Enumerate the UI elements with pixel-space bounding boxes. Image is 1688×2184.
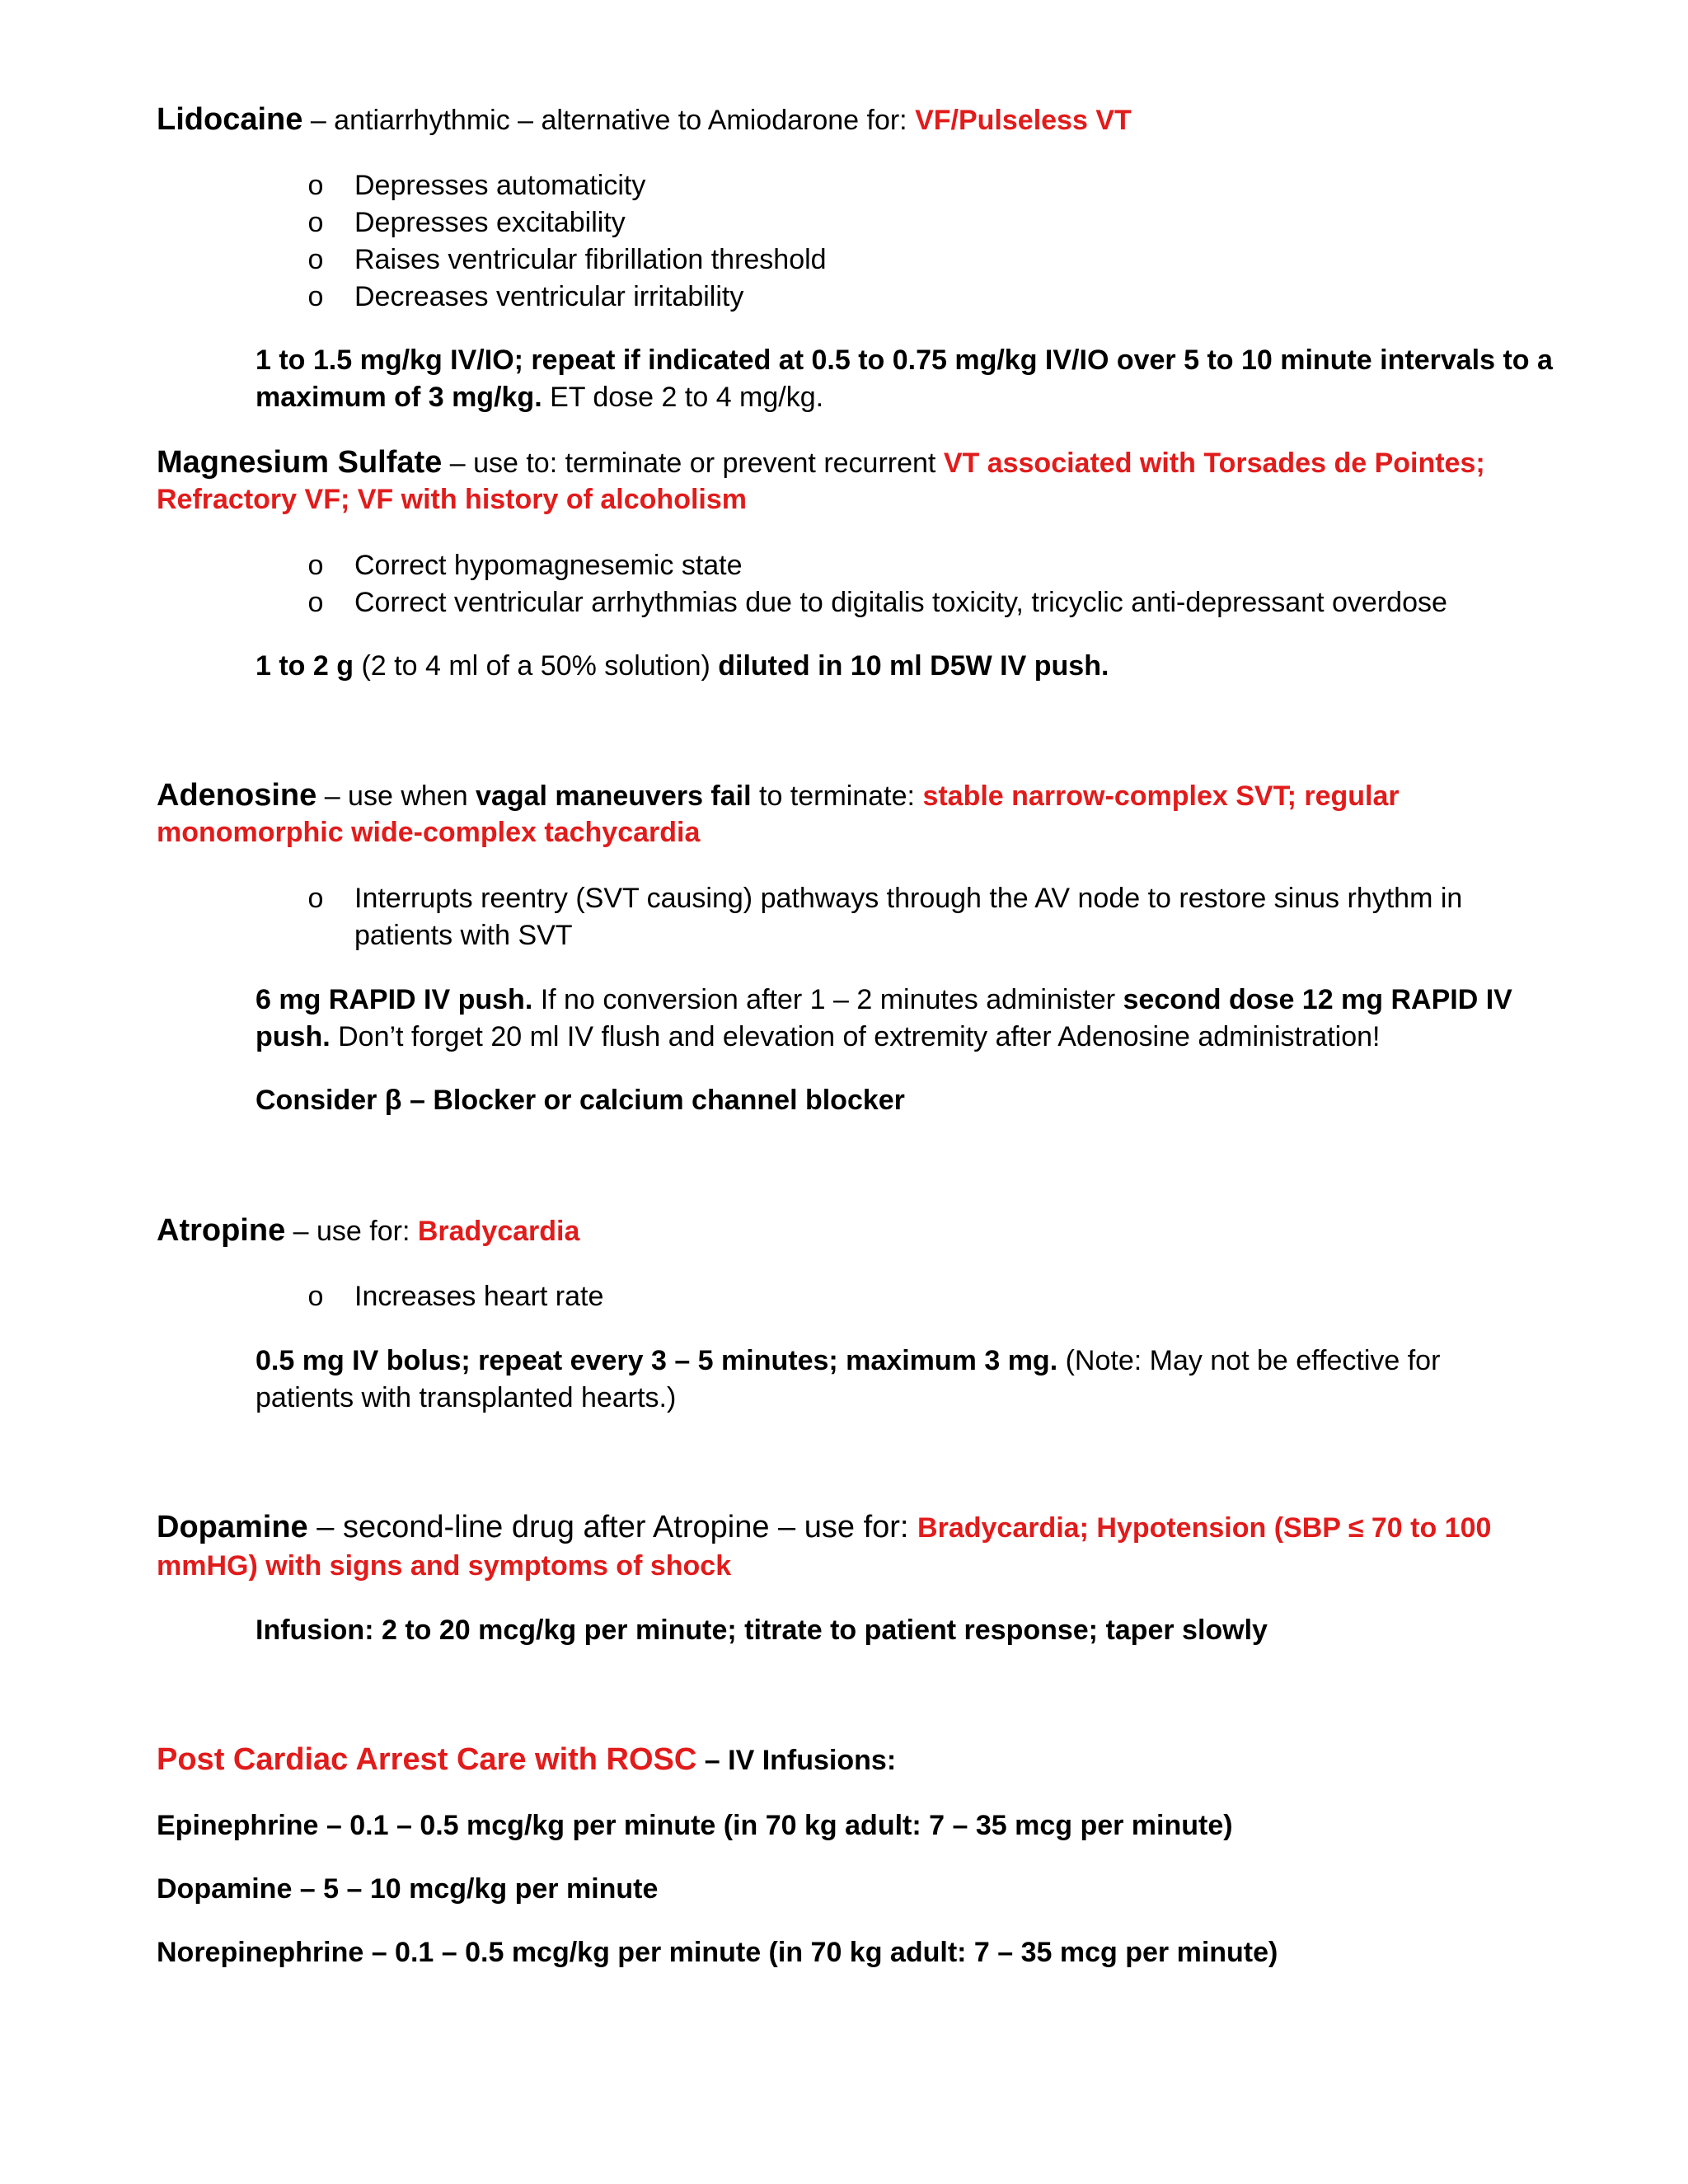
adenosine-second-dose: second dose 12 mg RAPID IV bbox=[1123, 984, 1512, 1015]
bullet-marker: o bbox=[307, 587, 324, 618]
adenosine-name: Adenosine bbox=[157, 778, 317, 813]
magnesium-desc: – use to: terminate or prevent recurrent bbox=[442, 448, 944, 479]
lidocaine-bullet-1: Depresses automaticity bbox=[354, 170, 646, 201]
post-arrest-norepinephrine: Norepinephrine – 0.1 – 0.5 mcg/kg per minute (in 70 kg adult: 7 – 35 mcg per minute) bbox=[157, 1937, 1278, 1968]
dopamine-indication-2: mmHG) with signs and symptoms of shock bbox=[157, 1550, 732, 1582]
adenosine-desc-bold: vagal maneuvers fail bbox=[476, 780, 752, 812]
dopamine-desc: – second-line drug after Atropine – use for: bbox=[307, 1510, 918, 1544]
bullet-marker: o bbox=[307, 170, 324, 201]
adenosine-indication-1: stable narrow-complex SVT; regular bbox=[922, 780, 1400, 812]
adenosine-desc-2: to terminate: bbox=[751, 780, 923, 812]
adenosine-bullet-line-1: Interrupts reentry (SVT causing) pathways through the AV node to restore sinus rhythm in bbox=[354, 883, 1463, 914]
post-arrest-heading bbox=[157, 1741, 896, 1779]
dopamine-heading bbox=[157, 1508, 1491, 1547]
post-arrest-title-rest: – IV Infusions: bbox=[696, 1745, 897, 1776]
atropine-indication: Bradycardia bbox=[417, 1216, 580, 1247]
magnesium-dose-amount: 1 to 2 g bbox=[256, 650, 354, 682]
bullet-marker: o bbox=[307, 244, 324, 275]
atropine-dose: 0.5 mg IV bolus; repeat every 3 – 5 minutes; maximum 3 mg. bbox=[256, 1345, 1058, 1376]
atropine-dose-line-1 bbox=[256, 1342, 1440, 1380]
atropine-dose-line-2: patients with transplanted hearts.) bbox=[256, 1382, 677, 1413]
atropine-desc: – use for: bbox=[285, 1216, 418, 1247]
adenosine-indication-2: monomorphic wide-complex tachycardia bbox=[157, 817, 701, 848]
adenosine-dose-line-1 bbox=[256, 981, 1512, 1019]
lidocaine-dose-max: maximum of 3 mg/kg. bbox=[256, 382, 542, 413]
magnesium-indication-2: Refractory VF; VF with history of alcoholism bbox=[157, 484, 747, 515]
atropine-name: Atropine bbox=[157, 1213, 286, 1248]
magnesium-dose-solution: (2 to 4 ml of a 50% solution) bbox=[354, 650, 719, 682]
magnesium-dose bbox=[256, 647, 1109, 685]
lidocaine-dose-line-1: 1 to 1.5 mg/kg IV/IO; repeat if indicated at 0.5 to 0.75 mg/kg IV/IO over 5 to 10 minute intervals to a bbox=[256, 344, 1553, 376]
bullet-marker: o bbox=[307, 883, 324, 914]
lidocaine-name: Lidocaine bbox=[157, 102, 303, 137]
atropine-heading bbox=[157, 1212, 579, 1250]
atropine-note-1: (Note: May not be effective for bbox=[1057, 1345, 1441, 1376]
bullet-marker: o bbox=[307, 281, 324, 312]
magnesium-dose-dilution: diluted in 10 ml D5W IV push. bbox=[718, 650, 1109, 682]
magnesium-name: Magnesium Sulfate bbox=[157, 445, 443, 480]
bullet-marker: o bbox=[307, 207, 324, 238]
adenosine-push: push. bbox=[256, 1021, 331, 1052]
lidocaine-dose-line-2 bbox=[256, 378, 823, 416]
bullet-marker: o bbox=[307, 550, 324, 581]
atropine-bullet-1: Increases heart rate bbox=[354, 1281, 604, 1312]
lidocaine-bullet-2: Depresses excitability bbox=[354, 207, 626, 238]
dopamine-name: Dopamine bbox=[157, 1510, 308, 1544]
adenosine-flush-note: Don’t forget 20 ml IV flush and elevation of extremity after Adenosine administration! bbox=[330, 1021, 1381, 1052]
adenosine-bullet-line-2: patients with SVT bbox=[354, 920, 573, 951]
adenosine-dose-text: If no conversion after 1 – 2 minutes administer bbox=[532, 984, 1123, 1015]
post-arrest-dopamine: Dopamine – 5 – 10 mcg/kg per minute bbox=[157, 1873, 659, 1905]
dopamine-indication-1: Bradycardia; Hypotension (SBP ≤ 70 to 100 bbox=[917, 1512, 1492, 1544]
lidocaine-bullet-4: Decreases ventricular irritability bbox=[354, 281, 744, 312]
magnesium-bullet-2: Correct ventricular arrhythmias due to digitalis toxicity, tricyclic anti-depressant overdose bbox=[354, 587, 1447, 618]
adenosine-heading bbox=[157, 776, 1400, 815]
lidocaine-heading bbox=[157, 101, 1132, 139]
magnesium-bullet-1: Correct hypomagnesemic state bbox=[354, 550, 743, 581]
post-arrest-epinephrine: Epinephrine – 0.1 – 0.5 mcg/kg per minute (in 70 kg adult: 7 – 35 mcg per minute) bbox=[157, 1810, 1233, 1841]
magnesium-heading bbox=[157, 443, 1485, 482]
lidocaine-desc: – antiarrhythmic – alternative to Amiodarone for: bbox=[302, 105, 916, 136]
dopamine-infusion: Infusion: 2 to 20 mcg/kg per minute; titrate to patient response; taper slowly bbox=[256, 1615, 1268, 1646]
lidocaine-dose-et: ET dose 2 to 4 mg/kg. bbox=[542, 382, 824, 413]
adenosine-desc-1: – use when bbox=[316, 780, 476, 812]
adenosine-dose-line-2 bbox=[256, 1018, 1380, 1056]
adenosine-consider: Consider β – Blocker or calcium channel blocker bbox=[256, 1085, 905, 1116]
post-arrest-title: Post Cardiac Arrest Care with ROSC bbox=[157, 1742, 697, 1777]
lidocaine-indication: VF/Pulseless VT bbox=[915, 105, 1132, 136]
adenosine-first-dose: 6 mg RAPID IV push. bbox=[256, 984, 533, 1015]
bullet-marker: o bbox=[307, 1281, 324, 1312]
magnesium-indication-1: VT associated with Torsades de Pointes; bbox=[943, 448, 1485, 479]
lidocaine-bullet-3: Raises ventricular fibrillation threshold bbox=[354, 244, 827, 275]
